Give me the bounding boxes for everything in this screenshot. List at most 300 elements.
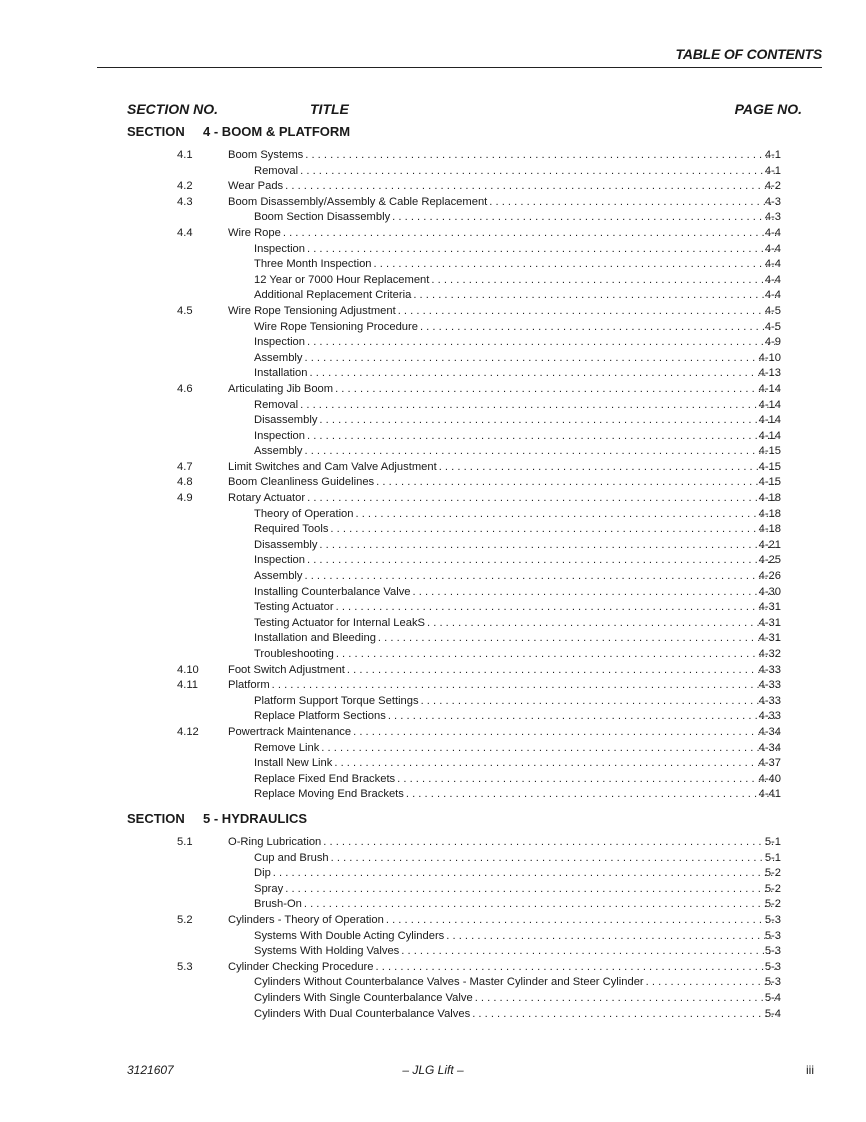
toc-entry[interactable] xyxy=(0,569,866,585)
toc-entry-title[interactable]: Replace Fixed End Brackets xyxy=(254,772,396,785)
toc-entry-line xyxy=(228,663,780,679)
toc-entry[interactable] xyxy=(0,709,866,725)
toc-entry-line xyxy=(228,304,780,320)
toc-entry-title[interactable]: Removal xyxy=(254,398,299,411)
toc-entry-page[interactable]: 5-3 xyxy=(764,929,781,942)
toc-entry-title[interactable]: Wire Rope Tensioning Adjustment xyxy=(228,304,396,317)
toc-entry-line xyxy=(254,647,780,663)
toc-entry[interactable] xyxy=(0,210,866,226)
toc-entry-title[interactable]: Theory of Operation xyxy=(254,507,354,520)
toc-entry-title[interactable]: Brush-On xyxy=(254,898,302,911)
toc-entry-page[interactable]: 5-3 xyxy=(764,913,781,926)
toc-entry-title[interactable]: Foot Switch Adjustment xyxy=(228,663,345,676)
dot-leader xyxy=(307,553,778,569)
toc-entry[interactable] xyxy=(0,320,866,336)
toc-entry[interactable] xyxy=(0,475,866,491)
toc-entry-line xyxy=(254,631,780,647)
toc-entry-number: 4.1 xyxy=(177,149,193,161)
toc-entry-line xyxy=(254,756,780,772)
toc-entry-title[interactable]: Wear Pads xyxy=(228,180,284,193)
section-label: SECTION xyxy=(127,811,185,826)
toc-entry-line xyxy=(254,851,780,867)
toc-entry-title[interactable]: O-Ring Lubrication xyxy=(228,836,322,848)
toc-entry-number: 4.8 xyxy=(177,476,193,489)
toc-entry-title[interactable]: Articulating Jib Boom xyxy=(228,382,334,395)
section-label: SECTION xyxy=(127,124,185,139)
footer-doc-number: 3121607 xyxy=(127,1063,174,1077)
toc-entry-number: 5.2 xyxy=(177,913,193,926)
toc-entry[interactable] xyxy=(0,772,866,788)
toc-entry-page[interactable]: 4-40 xyxy=(758,772,781,785)
dot-leader xyxy=(330,522,778,538)
toc-entry-title[interactable]: Boom Systems xyxy=(228,149,304,161)
toc-entry-page[interactable]: 4-3 xyxy=(764,195,781,208)
toc-entry-title[interactable]: Additional Replacement Criteria xyxy=(254,289,412,302)
toc-entry-number: 4.12 xyxy=(177,725,199,738)
toc-entry[interactable] xyxy=(0,522,866,538)
toc-entry-line xyxy=(254,273,780,289)
toc-entry-number: 4.9 xyxy=(177,492,193,505)
toc-entry-page[interactable]: 4-18 xyxy=(758,507,781,520)
column-heading-title: TITLE xyxy=(310,101,349,117)
toc-entry[interactable] xyxy=(0,944,866,960)
toc-entry-line xyxy=(254,709,780,725)
toc-entry[interactable] xyxy=(0,398,866,414)
toc-entry-page[interactable]: 4-31 xyxy=(758,601,781,614)
toc-entry-page[interactable]: 5-1 xyxy=(764,836,781,848)
dot-leader xyxy=(305,444,779,460)
dot-leader xyxy=(376,960,778,976)
dot-leader xyxy=(300,398,778,414)
toc-entry-line xyxy=(254,538,780,554)
dot-leader xyxy=(420,320,778,336)
toc-entry-line xyxy=(228,179,780,195)
toc-entry-line xyxy=(254,444,780,460)
toc-entry-title[interactable]: Cylinders With Single Counterbalance Valve xyxy=(254,991,473,1004)
dot-leader xyxy=(305,351,779,367)
toc-entry-title[interactable]: Rotary Actuator xyxy=(228,492,306,505)
toc-entry[interactable] xyxy=(0,960,866,976)
toc-entry-line xyxy=(254,320,780,336)
dot-leader xyxy=(347,663,778,679)
toc-entry-page[interactable]: 4-25 xyxy=(758,554,781,567)
toc-entry-page[interactable]: 4-3 xyxy=(764,211,781,224)
toc-entry-number: 4.2 xyxy=(177,180,193,193)
toc-entry-page[interactable]: 5-4 xyxy=(764,1007,781,1020)
dot-leader xyxy=(386,913,778,929)
dot-leader xyxy=(413,288,778,304)
dot-leader xyxy=(321,741,778,757)
toc-entry-line xyxy=(254,585,780,601)
toc-entry[interactable] xyxy=(0,164,866,180)
toc-entry-page[interactable]: 4-31 xyxy=(758,632,781,645)
toc-entry-title[interactable]: Three Month Inspection xyxy=(254,258,372,271)
toc-entry[interactable] xyxy=(0,694,866,710)
toc-entry-title[interactable]: Assembly xyxy=(254,445,303,458)
dot-leader xyxy=(283,226,778,242)
dot-leader xyxy=(319,538,778,554)
dot-leader xyxy=(374,257,778,273)
toc-entry-title[interactable]: Systems With Double Acting Cylinders xyxy=(254,929,445,942)
toc-entry-page[interactable]: 4-13 xyxy=(758,367,781,380)
toc-entry-page[interactable]: 4-2 xyxy=(764,180,781,193)
toc-entry[interactable] xyxy=(0,991,866,1007)
toc-entry-title[interactable]: Required Tools xyxy=(254,523,329,536)
dot-leader xyxy=(310,366,779,382)
toc-entry[interactable] xyxy=(0,553,866,569)
toc-entry-page[interactable]: 4-37 xyxy=(758,757,781,770)
toc-entry-title[interactable]: Removal xyxy=(254,164,299,177)
toc-entry[interactable] xyxy=(0,882,866,898)
toc-entry[interactable] xyxy=(0,647,866,663)
toc-entry-line xyxy=(254,929,780,945)
header-divider xyxy=(97,67,822,68)
toc-entry-page[interactable]: 5-2 xyxy=(764,882,781,895)
toc-entry[interactable] xyxy=(0,148,866,164)
column-heading-page: PAGE NO. xyxy=(734,101,802,117)
column-headings xyxy=(0,101,866,121)
toc-entry[interactable] xyxy=(0,585,866,601)
dot-leader xyxy=(388,709,778,725)
toc-entry[interactable] xyxy=(0,242,866,258)
toc-entry-line xyxy=(228,148,780,164)
toc-entry-title[interactable]: Installation xyxy=(254,367,308,380)
toc-entry-line xyxy=(228,960,780,976)
toc-entry-title[interactable]: Systems With Holding Valves xyxy=(254,945,400,958)
toc-entry-line xyxy=(228,195,780,211)
toc-entry-line xyxy=(228,913,780,929)
toc-entry-title[interactable]: Disassembly xyxy=(254,414,318,427)
toc-entry-title[interactable]: Platform xyxy=(228,679,270,692)
toc-entry[interactable] xyxy=(0,460,866,476)
dot-leader xyxy=(406,787,778,803)
toc-entry[interactable] xyxy=(0,413,866,429)
dot-leader xyxy=(300,164,778,180)
toc-entry-line xyxy=(254,975,780,991)
dot-leader xyxy=(272,678,778,694)
toc-entry-line xyxy=(254,413,780,429)
toc-entry-page[interactable]: 4-4 xyxy=(764,273,781,286)
toc-entry-line xyxy=(254,288,780,304)
toc-entry[interactable] xyxy=(0,1007,866,1023)
toc-entry-page[interactable]: 4-41 xyxy=(758,788,781,801)
toc-entry-line xyxy=(254,991,780,1007)
footer-brand: – JLG Lift – xyxy=(402,1063,464,1077)
dot-leader xyxy=(413,585,778,601)
toc-entry-line xyxy=(254,741,780,757)
toc-entry-title[interactable]: Cylinders Without Counterbalance Valves - Master Cylinder and Steer Cylinder xyxy=(254,976,644,989)
dot-leader xyxy=(336,600,778,616)
toc-entry-line xyxy=(254,335,780,351)
dot-leader xyxy=(475,991,778,1007)
toc-entry-line xyxy=(254,787,780,803)
toc-entry[interactable] xyxy=(0,304,866,320)
toc-entry-line xyxy=(254,944,780,960)
dot-leader xyxy=(305,148,778,164)
dot-leader xyxy=(307,429,778,445)
toc-entry-page[interactable]: 4-4 xyxy=(764,258,781,271)
dot-leader xyxy=(376,475,778,491)
toc-entry-page[interactable]: 4-9 xyxy=(764,336,781,349)
toc-entry-page[interactable]: 5-2 xyxy=(764,898,781,911)
section-number: 5 xyxy=(203,811,211,826)
toc-entry-title[interactable]: Wire Rope Tensioning Procedure xyxy=(254,320,418,333)
toc-entry-line xyxy=(254,522,780,538)
dot-leader xyxy=(427,616,778,632)
toc-entry-number: 5.1 xyxy=(177,836,193,848)
toc-entry[interactable] xyxy=(0,787,866,803)
toc-entry[interactable] xyxy=(0,491,866,507)
toc-entry[interactable] xyxy=(0,835,866,851)
toc-entry-number: 4.10 xyxy=(177,663,199,676)
dot-leader xyxy=(431,273,778,289)
toc-entry-line xyxy=(254,569,780,585)
toc-entry-page[interactable]: 4-34 xyxy=(758,741,781,754)
toc-entry-title[interactable]: Cup and Brush xyxy=(254,851,329,864)
dot-leader xyxy=(421,694,778,710)
toc-entry-line xyxy=(254,164,780,180)
toc-entry-title[interactable]: Cylinder Checking Procedure xyxy=(228,960,374,973)
dot-leader xyxy=(439,460,778,476)
toc-entry-title[interactable]: Boom Cleanliness Guidelines xyxy=(228,476,375,489)
toc-entry-title[interactable]: Boom Disassembly/Assembly & Cable Replacement xyxy=(228,195,488,208)
toc-entry[interactable] xyxy=(0,179,866,195)
toc-entry-page[interactable]: 4-18 xyxy=(758,492,781,505)
toc-entry-number: 4.6 xyxy=(177,382,193,395)
toc-entry[interactable] xyxy=(0,616,866,632)
toc-entry[interactable] xyxy=(0,725,866,741)
dot-leader xyxy=(285,882,778,898)
toc-entry-page[interactable]: 4-33 xyxy=(758,694,781,707)
toc-entry-line xyxy=(228,725,780,741)
toc-entry-title[interactable]: Assembly xyxy=(254,570,303,583)
toc-entry-title[interactable]: 12 Year or 7000 Hour Replacement xyxy=(254,273,430,286)
toc-entry-title[interactable]: Remove Link xyxy=(254,741,320,754)
toc-entry-page[interactable]: 4-33 xyxy=(758,710,781,723)
dot-leader xyxy=(335,382,778,398)
toc-entry[interactable] xyxy=(0,678,866,694)
dot-leader xyxy=(489,195,778,211)
toc-entry-title[interactable]: Installing Counterbalance Valve xyxy=(254,585,411,598)
toc-entry-page[interactable]: 4-21 xyxy=(758,538,781,551)
dot-leader xyxy=(392,210,778,226)
toc-entry-page[interactable]: 4-34 xyxy=(758,725,781,738)
dot-leader xyxy=(397,772,778,788)
toc-entry-line xyxy=(254,772,780,788)
dot-leader xyxy=(353,725,778,741)
toc-entry-line xyxy=(228,491,780,507)
toc-entry-title[interactable]: Inspection xyxy=(254,429,305,442)
toc-entry[interactable] xyxy=(0,663,866,679)
toc-entry-line xyxy=(254,897,780,913)
toc-entry[interactable] xyxy=(0,929,866,945)
toc-entry[interactable] xyxy=(0,600,866,616)
toc-entry-title[interactable]: Testing Actuator xyxy=(254,601,334,614)
section-title: - BOOM & PLATFORM xyxy=(213,124,351,139)
toc-entry-title[interactable]: Cylinders With Dual Counterbalance Valves xyxy=(254,1007,471,1020)
toc-entry[interactable] xyxy=(0,382,866,398)
toc-entry-line xyxy=(254,366,780,382)
toc-entry-page[interactable]: 4-15 xyxy=(758,445,781,458)
toc-entry-number: 4.5 xyxy=(177,304,193,317)
toc-entry-title[interactable]: Inspection xyxy=(254,336,305,349)
toc-entry-page[interactable]: 4-18 xyxy=(758,523,781,536)
toc-entry-line xyxy=(228,678,780,694)
toc-entry-page[interactable]: 4-4 xyxy=(764,242,781,255)
toc-entry[interactable] xyxy=(0,366,866,382)
toc-entry-line xyxy=(254,242,780,258)
toc-entry[interactable] xyxy=(0,226,866,242)
toc-entry-page[interactable]: 4-31 xyxy=(758,616,781,629)
toc-entry[interactable] xyxy=(0,851,866,867)
column-heading-section: SECTION NO. xyxy=(127,101,219,117)
dot-leader xyxy=(472,1007,778,1023)
toc-entry-number: 4.3 xyxy=(177,195,193,208)
toc-entry-number: 4.4 xyxy=(177,226,193,239)
toc-entry-line xyxy=(254,694,780,710)
toc-entry[interactable] xyxy=(0,897,866,913)
toc-entry-page[interactable]: 4-32 xyxy=(758,648,781,660)
dot-leader xyxy=(401,944,778,960)
toc-entry-page[interactable]: 4-15 xyxy=(758,476,781,489)
toc-entry[interactable] xyxy=(0,288,866,304)
toc-entry-title[interactable]: Replace Moving End Brackets xyxy=(254,788,404,801)
toc-list-section-4 xyxy=(0,148,866,803)
toc-entry-title[interactable]: Wire Rope xyxy=(228,226,281,239)
toc-entry-page[interactable]: 4-5 xyxy=(764,304,781,317)
toc-entry-page[interactable]: 4-30 xyxy=(758,585,781,598)
toc-entry-page[interactable]: 5-3 xyxy=(764,976,781,989)
toc-entry-line xyxy=(254,616,780,632)
toc-entry-title[interactable]: Disassembly xyxy=(254,538,318,551)
toc-entry-page[interactable]: 5-3 xyxy=(764,945,781,958)
toc-entry-page[interactable]: 4-26 xyxy=(758,570,781,583)
toc-entry[interactable] xyxy=(0,538,866,554)
footer-page-number: iii xyxy=(806,1063,814,1077)
toc-entry-line xyxy=(254,507,780,523)
dot-leader xyxy=(334,756,778,772)
toc-entry-line xyxy=(254,210,780,226)
dot-leader xyxy=(646,975,778,991)
toc-entry-title[interactable]: Testing Actuator for Internal LeakS xyxy=(254,616,426,629)
page-header-title: TABLE OF CONTENTS xyxy=(675,46,822,62)
dot-leader xyxy=(398,304,778,320)
toc-entry-page[interactable]: 4-33 xyxy=(758,679,781,692)
toc-entry-line xyxy=(254,351,780,367)
toc-entry-title[interactable]: Troubleshooting xyxy=(254,648,334,660)
toc-entry-line xyxy=(254,398,780,414)
toc-entry-page[interactable]: 4-4 xyxy=(764,289,781,302)
toc-entry[interactable] xyxy=(0,866,866,882)
toc-entry[interactable] xyxy=(0,273,866,289)
toc-entry-page[interactable]: 4-14 xyxy=(758,429,781,442)
toc-entry-title[interactable]: Install New Link xyxy=(254,757,333,770)
dot-leader xyxy=(307,491,778,507)
section-number: 4 xyxy=(203,124,211,139)
toc-entry-line xyxy=(254,553,780,569)
toc-entry[interactable] xyxy=(0,631,866,647)
toc-entry-page[interactable]: 4-1 xyxy=(764,164,781,177)
toc-entry-title[interactable]: Inspection xyxy=(254,554,305,567)
toc-entry-line xyxy=(228,460,780,476)
toc-entry[interactable] xyxy=(0,444,866,460)
toc-entry-line xyxy=(228,382,780,398)
toc-entry-number: 4.11 xyxy=(177,679,198,692)
dot-leader xyxy=(285,179,778,195)
toc-entry-title[interactable]: Spray xyxy=(254,882,284,895)
dot-leader xyxy=(273,866,778,882)
toc-entry-line xyxy=(254,429,780,445)
toc-entry-line xyxy=(254,600,780,616)
toc-entry[interactable] xyxy=(0,351,866,367)
toc-entry-page[interactable]: 4-14 xyxy=(758,398,781,411)
section-heading-5 xyxy=(127,811,307,826)
dot-leader xyxy=(307,335,778,351)
toc-entry-number: 4.7 xyxy=(177,460,193,473)
toc-entry[interactable] xyxy=(0,756,866,772)
toc-entry-title[interactable]: Cylinders - Theory of Operation xyxy=(228,913,384,926)
section-title: - HYDRAULICS xyxy=(213,811,308,826)
dot-leader xyxy=(356,507,779,523)
dot-leader xyxy=(323,835,778,851)
toc-entry-title[interactable]: Platform Support Torque Settings xyxy=(254,694,419,707)
toc-entry[interactable] xyxy=(0,257,866,273)
toc-entry-title[interactable]: Powertrack Maintenance xyxy=(228,725,352,738)
dot-leader xyxy=(319,413,778,429)
toc-entry[interactable] xyxy=(0,429,866,445)
toc-entry-page[interactable]: 4-4 xyxy=(764,226,781,239)
toc-entry-page[interactable]: 4-15 xyxy=(758,460,781,473)
toc-entry[interactable] xyxy=(0,335,866,351)
toc-entry-line xyxy=(228,475,780,491)
toc-entry-title[interactable]: Inspection xyxy=(254,242,305,255)
toc-entry[interactable] xyxy=(0,507,866,523)
toc-entry-page[interactable]: 5-1 xyxy=(764,851,781,864)
toc-entry-title[interactable]: Dip xyxy=(254,867,271,880)
toc-entry-page[interactable]: 5-4 xyxy=(764,991,781,1004)
toc-entry[interactable] xyxy=(0,975,866,991)
toc-entry-page[interactable]: 5-2 xyxy=(764,867,781,880)
dot-leader xyxy=(336,647,778,663)
toc-entry-title[interactable]: Boom Section Disassembly xyxy=(254,211,391,224)
toc-list-section-5 xyxy=(0,835,866,1022)
dot-leader xyxy=(331,851,778,867)
toc-entry-line xyxy=(254,866,780,882)
toc-entry-line xyxy=(254,882,780,898)
toc-entry[interactable] xyxy=(0,741,866,757)
dot-leader xyxy=(304,897,778,913)
toc-entry[interactable] xyxy=(0,195,866,211)
toc-entry-page[interactable]: 5-3 xyxy=(764,960,781,973)
toc-entry-number: 5.3 xyxy=(177,960,193,973)
toc-entry-title[interactable]: Assembly xyxy=(254,351,303,364)
toc-entry[interactable] xyxy=(0,913,866,929)
toc-entry-page[interactable]: 4-10 xyxy=(758,351,781,364)
toc-entry-title[interactable]: Installation and Bleeding xyxy=(254,632,376,645)
toc-entry-page[interactable]: 4-5 xyxy=(764,320,781,333)
dot-leader xyxy=(307,242,778,258)
toc-entry-page[interactable]: 4-1 xyxy=(764,149,781,161)
toc-entry-page[interactable]: 4-14 xyxy=(758,382,781,395)
toc-entry-title[interactable]: Limit Switches and Cam Valve Adjustment xyxy=(228,460,437,473)
toc-entry-line xyxy=(254,1007,780,1023)
toc-entry-title[interactable]: Replace Platform Sections xyxy=(254,710,386,723)
toc-entry-line xyxy=(228,835,780,851)
toc-entry-line xyxy=(254,257,780,273)
toc-entry-page[interactable]: 4-14 xyxy=(758,414,781,427)
dot-leader xyxy=(446,929,778,945)
toc-entry-page[interactable]: 4-33 xyxy=(758,663,781,676)
